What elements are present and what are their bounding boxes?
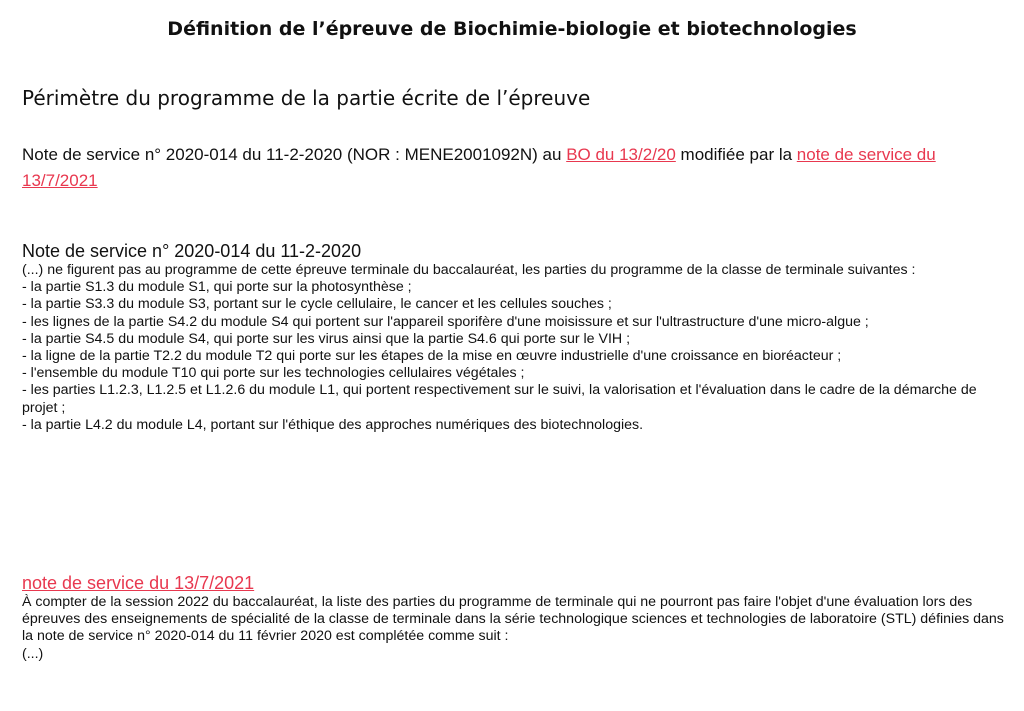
intro-text-start: Note de service n° 2020-014 du 11-2-2020 (NOR : MENE2001092N) au (22, 145, 567, 164)
note-2020-line: - l'ensemble du module T10 qui porte sur les technologies cellulaires végétales ; (22, 365, 525, 382)
note-2021-body (22, 594, 1012, 663)
note-2020-body (22, 262, 1012, 434)
note-de-service-link[interactable]: note de service du 13/7/2021 (22, 145, 936, 190)
intro-paragraph (22, 142, 1012, 194)
note-2020-line: - les lignes de la partie S4.2 du module S4 qui portent sur l'appareil sporifère d'une moisissure et sur l'ultrastructure d'une micro-algue ; (22, 313, 869, 330)
note-2020-line: - les parties L1.2.3, L1.2.5 et L1.2.6 du module L1, qui portent respectivement sur le suivi, la valorisation et l'évaluation dans le cadre de la démarche de projet ; (22, 382, 977, 416)
note-2021-line: À compter de la session 2022 du baccalauréat, la liste des parties du programme de terminale qui ne pourront pas faire l'objet d'une évaluation lors des épreuves des enseignements de spécialité de la classe de terminale dans la série technologique sciences et technologies de laboratoire (STL) définies dans la note de service n° 2020-014 du 11 février 2020 est complétée comme suit : (22, 594, 1004, 645)
note-2020-line: - la partie S3.3 du module S3, portant sur le cycle cellulaire, le cancer et les cellules souches ; (22, 296, 612, 313)
document-title: Définition de l’épreuve de Biochimie-biologie et biotechnologies (167, 18, 857, 40)
note-2020-line: - la ligne de la partie T2.2 du module T2 qui porte sur les étapes de la mise en œuvre industrielle d'une croissance en bioréacteur ; (22, 348, 842, 365)
bo-link[interactable]: BO du 13/2/20 (566, 145, 676, 164)
note-2020-section (22, 240, 1012, 434)
note-2020-line: (...) ne figurent pas au programme de cette épreuve terminale du baccalauréat, les parties du programme de la classe de terminale suivantes : (22, 262, 916, 278)
note-2020-line: - la partie S1.3 du module S1, qui porte sur la photosynthèse ; (22, 279, 412, 296)
note-2020-heading: Note de service n° 2020-014 du 11-2-2020 (22, 241, 362, 261)
note-2021-ellipsis: (...) (22, 645, 44, 662)
intro-text-middle: modifiée par la (675, 145, 797, 164)
note-2021-heading-link[interactable]: note de service du 13/7/2021 (22, 573, 255, 593)
note-2020-line: - la partie L4.2 du module L4, portant sur l'éthique des approches numériques des biotechnologies. (22, 416, 644, 433)
note-2021-section (22, 572, 1012, 663)
note-2020-line: - la partie S4.5 du module S4, qui porte sur les virus ainsi que la partie S4.6 qui porte sur le VIH ; (22, 330, 631, 347)
section-heading: Périmètre du programme de la partie écrite de l’épreuve (22, 86, 591, 110)
